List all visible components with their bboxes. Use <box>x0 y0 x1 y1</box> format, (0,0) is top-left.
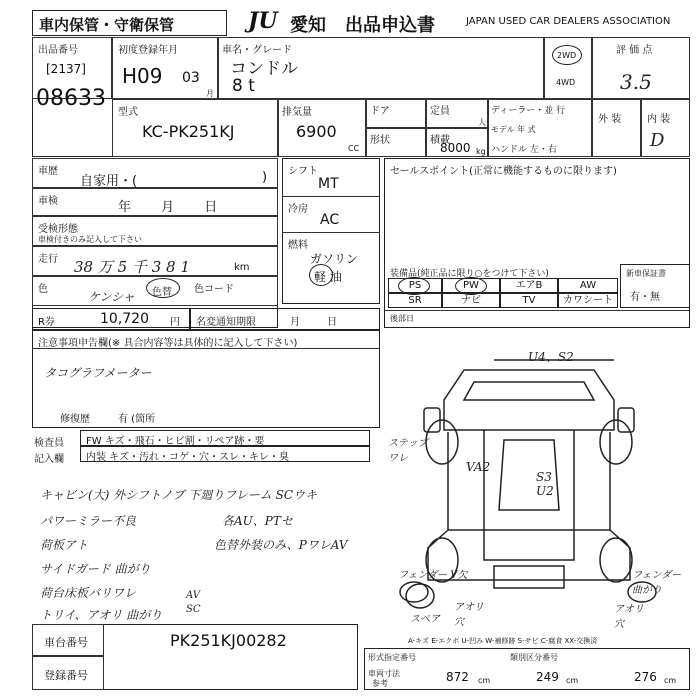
dealer-label: ディーラー・並 行 <box>491 106 566 116</box>
color-change-circle <box>146 278 180 298</box>
shift-value: MT <box>318 176 339 192</box>
first-reg-label: 初度登録年月 <box>118 45 178 56</box>
repair-label: 修復歴 <box>60 414 90 425</box>
notice-value: 月 日 <box>290 317 338 328</box>
notice-label: 名変通知期限 <box>196 317 256 328</box>
receipt-label: 受検形態 <box>38 224 78 235</box>
rear-divider <box>384 310 690 311</box>
month-unit: 月 <box>206 89 214 98</box>
kg-unit: kg <box>476 147 486 156</box>
fuel-value: ガソリン <box>310 252 359 266</box>
new-warranty-value: 有・無 <box>630 292 660 303</box>
drive-2wd-circle <box>552 45 582 65</box>
receipt-note: 車検付きのみ記入して下さい <box>38 235 142 244</box>
history-close-paren: ) <box>262 170 268 185</box>
equip-ps-circle <box>398 277 430 295</box>
side-tag-av: AV <box>186 590 200 601</box>
equip-pw-circle <box>455 277 487 295</box>
cc-unit: CC <box>348 144 360 153</box>
height-cm: cm <box>664 676 677 685</box>
width-cm: cm <box>566 676 579 685</box>
note-right-1: 各AU、PTセ <box>222 514 293 528</box>
model-cat-label: 形式指定番号 <box>368 653 416 662</box>
new-warranty-label: 新車保証書 <box>626 269 666 278</box>
color-code-label: 色コード <box>194 284 234 295</box>
km-unit: km <box>234 262 250 273</box>
form-title: 出品申込書 <box>345 15 435 36</box>
brand-city: 愛知 <box>290 15 326 36</box>
diagram-center: S3 U2 <box>536 470 554 498</box>
rear-label: 後部日 <box>390 314 414 323</box>
drive-4wd: 4WD <box>556 78 576 87</box>
model-year-label: モデル 年 式 <box>491 125 536 134</box>
interior-row-text: 内装 キズ・汚れ・コゲ・穴・スレ・キレ・臭 <box>86 452 289 463</box>
equip-airbag-label: エアB <box>515 280 543 291</box>
diagram-va2: VA2 <box>466 460 491 474</box>
equipment-label: 装備品(純正品に限り○をつけて下さい) <box>390 269 549 279</box>
shift-label: シフト <box>288 166 318 177</box>
inspection-label: 車検 <box>38 196 58 207</box>
length-cm: cm <box>478 676 491 685</box>
note-line-6: トリイ、アオリ 曲がり <box>40 608 163 622</box>
entry-label: 記入欄 <box>34 454 64 465</box>
model-value: KC-PK251KJ <box>142 122 235 141</box>
car-name: コンドル <box>230 59 298 79</box>
diagram-fender-left: フェンダー V欠 <box>398 570 468 581</box>
load-value: 8000 <box>440 141 471 155</box>
chassis-label: 車台番号 <box>44 636 88 649</box>
aircon-divider <box>282 232 380 233</box>
class-label: 類別区分番号 <box>510 653 558 662</box>
repair-value: 有 (箇所 <box>118 414 156 425</box>
length-value: 872 <box>446 670 469 684</box>
mileage-label: 走行 <box>38 254 58 265</box>
shift-divider <box>282 196 380 197</box>
inspection-value: 年 月 日 <box>118 200 218 215</box>
height-value: 276 <box>634 670 657 684</box>
car-name-label: 車名・グレード <box>222 45 292 56</box>
equip-airbag <box>500 278 558 293</box>
chassis-value: PK251KJ00282 <box>170 631 287 650</box>
fuel-circle <box>309 264 333 286</box>
score-value: 3.5 <box>620 70 652 94</box>
aircon-label: 冷房 <box>288 204 308 215</box>
note-line-1: キャビン(大) 外シフトノブ 下廻りフレーム SCウキ <box>40 488 318 502</box>
notes-header-divider <box>32 348 380 349</box>
note-line-5: 荷台床板バリワレ <box>40 586 137 600</box>
capacity-label: 定員 <box>430 106 450 117</box>
color-value: ケンシャ <box>88 290 135 304</box>
fuel-alt: 軽 油 <box>314 270 342 284</box>
storage-label: 車内保管・守衛保管 <box>39 16 175 34</box>
equip-tv-label: TV <box>522 295 536 306</box>
equip-pw-label: PW <box>463 280 479 291</box>
tax-label: R券 <box>38 317 55 328</box>
equip-navi-label: ナビ <box>461 295 481 306</box>
equip-tv <box>500 293 558 308</box>
tax-value: 10,720 <box>100 311 149 327</box>
length-label: 車両寸法 <box>368 669 400 678</box>
history-label: 車歴 <box>38 166 58 177</box>
history-row <box>32 158 278 188</box>
association-name: JAPAN USED CAR DEALERS ASSOCIATION <box>466 16 671 27</box>
color-label: 色 <box>38 284 48 295</box>
lot-number: 08633 <box>36 86 106 111</box>
lot-label: 出品番号 <box>38 45 78 56</box>
ext-label: 外 装 <box>598 114 622 125</box>
note-right-2: 色替外装のみ、PワレAV <box>214 538 348 552</box>
shape-label: 形状 <box>370 135 390 146</box>
int-cell <box>641 99 690 157</box>
equip-navi <box>442 293 500 308</box>
ju-logo: JU <box>248 8 278 34</box>
mileage-value: 38 万 5 千 3 8 1 <box>74 258 190 276</box>
equip-sr <box>388 293 442 308</box>
handle-label: ハンドル 左・右 <box>491 145 557 155</box>
tachograph-note: タコグラフメーター <box>44 366 152 380</box>
equip-aw-label: AW <box>579 280 597 291</box>
note-line-2: パワーミラー不良 <box>40 514 137 528</box>
equip-ps-label: PS <box>408 280 422 291</box>
reference-label: 参考 <box>372 679 388 688</box>
ext-cell <box>592 99 641 157</box>
int-grade: D <box>650 130 665 151</box>
storage-label-box <box>32 10 227 36</box>
fuel-label: 燃料 <box>288 240 308 251</box>
car-grade: 8 t <box>232 76 255 96</box>
equip-sr-label: SR <box>408 295 422 306</box>
aircon-value: AC <box>320 212 340 228</box>
note-line-3: 荷板アト <box>40 538 89 552</box>
yen-unit: 円 <box>170 317 180 328</box>
fw-row-text: FW キズ・飛石・ヒビ割・リペア跡・要 <box>86 436 265 447</box>
history-value: 自家用・( <box>80 174 138 189</box>
reg-label: 登録番号 <box>44 669 88 682</box>
equip-aw <box>558 278 618 293</box>
first-reg-month: 03 <box>182 70 200 86</box>
door-label: ドア <box>370 106 390 117</box>
lot-small-number: [2137] <box>46 62 86 76</box>
equip-leather-label: カワシート <box>563 295 613 306</box>
diagram-spare: スペア <box>410 614 440 625</box>
equip-leather <box>558 293 618 308</box>
model-label: 型式 <box>118 107 138 118</box>
displacement-value: 6900 <box>296 122 337 141</box>
diagram-aori-left: アオリ 穴 <box>454 602 484 628</box>
diagram-legend: A-キズ E-エクボ U-凹み W-補修跡 S-サビ C-腐食 XX-交換済 <box>408 637 598 645</box>
load-label: 積載 <box>430 135 450 146</box>
diagram-aori-right: アオリ 穴 <box>614 604 644 630</box>
diagram-top-note: U4、S2 <box>528 350 574 364</box>
sales-point-label: セールスポイント(正常に機能するものに限ります) <box>390 166 617 177</box>
width-value: 249 <box>536 670 559 684</box>
note-line-4: サイドガード 曲がり <box>40 562 151 576</box>
drive-2wd: 2WD <box>557 51 577 60</box>
first-reg-year: H09 <box>122 64 163 88</box>
person-unit: 人 <box>478 118 486 127</box>
int-label: 内 装 <box>647 114 671 125</box>
color-change: 色替 <box>152 287 172 298</box>
side-tag-sc: SC <box>186 604 201 615</box>
score-label: 評 価 点 <box>616 45 653 56</box>
notes-header: 注意事項申告欄(※ 具合内容等は具体的に記入して下さい) <box>38 338 298 349</box>
diagram-fender-right: フェンダー 曲がり <box>632 570 682 596</box>
diagram-step-label: ステップ ワレ <box>388 438 428 464</box>
displacement-label: 排気量 <box>282 107 312 118</box>
inspector-label: 検査員 <box>34 438 64 449</box>
